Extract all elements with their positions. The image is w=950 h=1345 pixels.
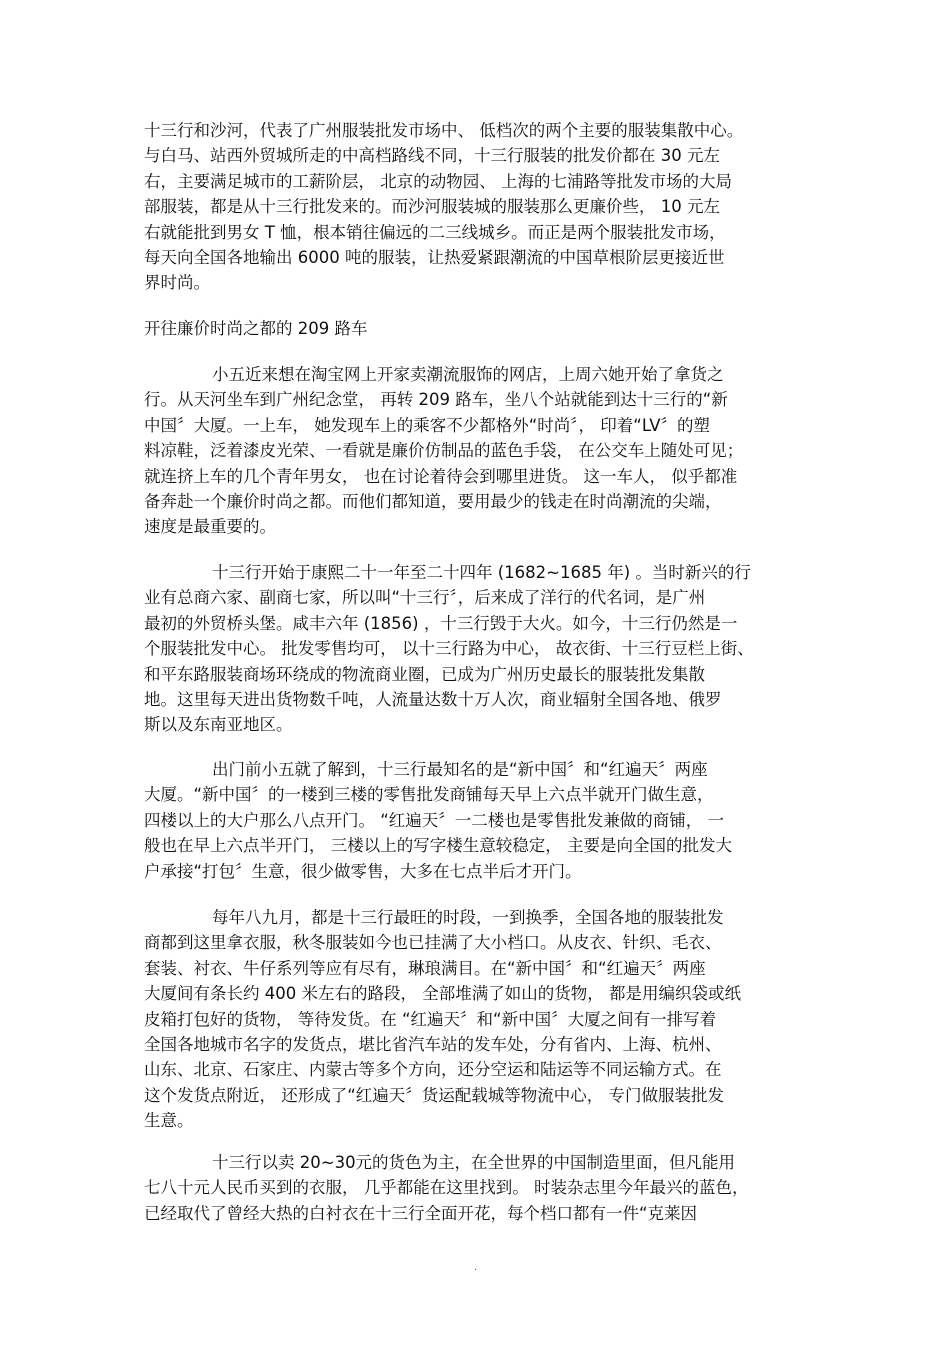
- text-line: 十三行开始于康熙二十一年至二十四年 (1682~1685 年) 。当时新兴的行: [212, 563, 751, 582]
- text-line: 大厦。“新中国〞的一楼到三楼的零售批发商铺每天早上六点半就开门做生意，: [144, 785, 714, 805]
- text-line: 中国〞大厦。一上车， 她发现车上的乘客不少都格外“时尚〞， 印着“LV〞的塑: [144, 415, 711, 435]
- text-line: 四楼以上的大户那么八点开门。 “红遍天〞一二楼也是零售批发兼做的商铺， 一: [144, 810, 725, 830]
- paragraph-buildings: [144, 757, 809, 884]
- text-line: 这个发货点附近， 还形成了“红遍天〞货运配载城等物流中心， 专门做服装批发: [144, 1085, 725, 1105]
- text-line: 速度是最重要的。: [144, 517, 276, 537]
- paragraph-prices: [144, 1150, 809, 1226]
- text-line: 七八十元人民币买到的衣服， 几乎都能在这里找到。 时装杂志里今年最兴的蓝色，: [144, 1178, 749, 1198]
- text-line: 商都到这里拿衣服，秋冬服装如今也已挂满了大小档口。从皮衣、针织、毛衣、: [144, 933, 722, 953]
- text-line: 地。这里每天进出货物数千吨，人流量达数十万人次，商业辐射全国各地、俄罗: [144, 689, 722, 709]
- paragraph-intro: [144, 118, 809, 296]
- text-line: 料凉鞋，泛着漆皮光荣、一看就是廉价仿制品的蓝色手袋， 在公交车上随处可见；: [144, 441, 744, 461]
- text-line: 与白马、站西外贸城所走的中高档路线不同，十三行服装的批发价都在 30 元左: [144, 146, 720, 166]
- paragraph-bus-ride: [144, 362, 809, 540]
- page-footer-mark: .: [474, 1262, 478, 1273]
- text-line: 备奔赴一个廉价时尚之都。而他们都知道，要用最少的钱走在时尚潮流的尖端，: [144, 491, 722, 511]
- paragraph-history: [144, 560, 809, 738]
- text-line: 小五近来想在淘宝网上开家卖潮流服饰的网店，上周六她开始了拿货之: [212, 365, 724, 384]
- text-line: 出门前小五就了解到，十三行最知名的是“新中国〞和“红遍天〞两座: [212, 760, 708, 779]
- text-line: 行。从天河坐车到广州纪念堂， 再转 209 路车，坐八个站就能到达十三行的“新: [144, 390, 728, 410]
- text-line: 部服装，都是从十三行批发来的。而沙河服装城的服装那么更廉价些， 10 元左: [144, 197, 720, 217]
- text-line: 业有总商六家、副商七家，所以叫“十三行〞，后来成了洋行的代名词，是广州: [144, 588, 706, 608]
- text-line: 个服装批发中心。 批发零售均可， 以十三行路为中心， 故衣街、十三行豆栏上街、: [144, 639, 754, 659]
- paragraph-season: [144, 905, 809, 1134]
- text-line: 户承接“打包〞生意，很少做零售，大多在七点半后才开门。: [144, 861, 582, 881]
- heading-line: 开往廉价时尚之都的 209 路车: [144, 319, 368, 338]
- section-heading: [144, 316, 809, 341]
- text-line: 每年八九月，都是十三行最旺的时段，一到换季，全国各地的服装批发: [212, 908, 724, 927]
- text-line: 右，主要满足城市的工薪阶层， 北京的动物园、 上海的七浦路等批发市场的大局: [144, 171, 732, 191]
- text-line: 右就能批到男女 T 恤，根本销往偏远的二三线城乡。而正是两个服装批发市场，: [144, 222, 726, 242]
- text-line: 全国各地城市名字的发货点，堪比省汽车站的发车处，分有省内、上海、杭州、: [144, 1034, 722, 1054]
- text-line: 就连挤上车的几个青年男女， 也在讨论着待会到哪里进货。 这一车人， 似乎都准: [144, 466, 738, 486]
- text-line: 最初的外贸桥头堡。咸丰六年 (1856) ，十三行毁于大火。如今，十三行仍然是一: [144, 613, 738, 633]
- text-line: 套装、衬衣、牛仔系列等应有尽有，琳琅满目。在“新中国〞和“红遍天〞两座: [144, 958, 706, 978]
- text-line: 和平东路服装商场环绕成的物流商业圈，已成为广州历史最长的服装批发集散: [144, 664, 705, 684]
- text-line: 皮箱打包好的货物， 等待发货。在 “红遍天〞和“新中国〞大厦之间有一排写着: [144, 1009, 717, 1029]
- text-line: 大厦间有条长约 400 米左右的路段， 全部堆满了如山的货物， 都是用编织袋或纸: [144, 984, 741, 1004]
- text-line: 山东、北京、石家庄、内蒙古等多个方向，还分空运和陆运等不同运输方式。在: [144, 1060, 722, 1080]
- text-line: 每天向全国各地输出 6000 吨的服装，让热爱紧跟潮流的中国草根阶层更接近世: [144, 247, 725, 267]
- text-line: 已经取代了曾经大热的白衬衣在十三行全面开花，每个档口都有一件“克莱因: [144, 1203, 698, 1223]
- text-line: 十三行和沙河，代表了广州服装批发市场中、 低档次的两个主要的服装集散中心。: [144, 121, 744, 140]
- text-line: 般也在早上六点半开门， 三楼以上的写字楼生意较稳定， 主要是向全国的批发大: [144, 836, 732, 856]
- text-line: 十三行以卖 20~30元的货色为主，在全世界的中国制造里面，但凡能用: [212, 1153, 736, 1172]
- text-line: 斯以及东南亚地区。: [144, 715, 293, 735]
- text-line: 界时尚。: [144, 273, 210, 293]
- text-line: 生意。: [144, 1111, 194, 1131]
